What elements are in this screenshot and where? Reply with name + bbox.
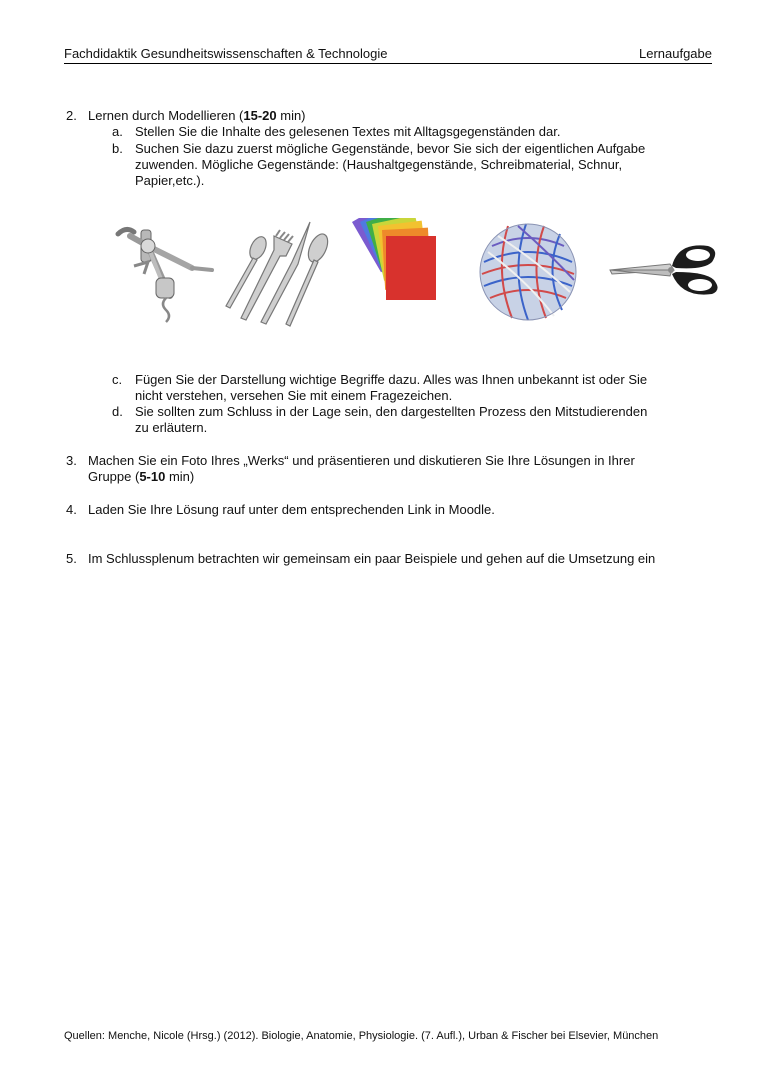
- yarn-ball-icon: [478, 222, 578, 322]
- header-course-title: Fachdidaktik Gesundheitswissenschaften & Technologie: [64, 46, 388, 61]
- corkscrew-icon: [108, 222, 220, 326]
- footer-source: Quellen: Menche, Nicole (Hrsg.) (2012). Biologie, Anatomie, Physiologie. (7. Aufl.), Urban & Fischer bei Elsevier, München: [64, 1030, 659, 1042]
- task2c-line2: nicht verstehen, versehen Sie mit einem Fragezeichen.: [135, 388, 453, 403]
- task2c-line1: Fügen Sie der Darstellung wichtige Begriffe dazu. Alles was Ihnen unbekannt ist oder Sie: [135, 372, 648, 387]
- task2-time: 15-20: [243, 108, 277, 123]
- task5-text: Im Schlussplenum betrachten wir gemeinsam ein paar Beispiele und gehen auf die Umsetzung ein: [88, 551, 656, 566]
- task2b-line3: Papier,etc.).: [135, 173, 205, 188]
- scissors-icon: [608, 240, 720, 300]
- task3-line2: [88, 469, 194, 485]
- task3-line2-prefix: Gruppe (: [88, 469, 140, 484]
- task2a-text: Stellen Sie die Inhalte des gelesenen Textes mit Alltagsgegenständen dar.: [135, 124, 561, 139]
- colored-paper-icon: [336, 218, 442, 306]
- task4-text: Laden Sie Ihre Lösung rauf unter dem entsprechenden Link in Moodle.: [88, 502, 495, 517]
- task2b-label: b.: [112, 141, 123, 156]
- cutlery-icon: [222, 220, 330, 328]
- task5-number: 5.: [66, 551, 77, 566]
- task2-title-prefix: Lernen durch Modellieren (: [88, 108, 244, 123]
- task3-time: 5-10: [139, 469, 166, 484]
- task2c-label: c.: [112, 372, 123, 387]
- task3-number: 3.: [66, 453, 77, 468]
- task2b-line2: zuwenden. Mögliche Gegenstände: (Haushaltgegenstände, Schreibmaterial, Schnur,: [135, 157, 623, 172]
- task2-number: 2.: [66, 108, 77, 123]
- task2b-line1: Suchen Sie dazu zuerst mögliche Gegenstände, bevor Sie sich der eigentlichen Aufgabe: [135, 141, 646, 156]
- task4-number: 4.: [66, 502, 77, 517]
- header-doc-type: Lernaufgabe: [638, 46, 712, 61]
- task2-title: [88, 108, 306, 124]
- task3-line2-suffix: min): [165, 469, 195, 484]
- task2a-label: a.: [112, 124, 123, 139]
- task2d-line2: zu erläutern.: [135, 420, 208, 435]
- task2d-line1: Sie sollten zum Schluss in der Lage sein, den dargestellten Prozess den Mitstudierenden: [135, 404, 648, 419]
- task2d-label: d.: [112, 404, 123, 419]
- page-header: [64, 46, 712, 64]
- task2-title-suffix: min): [276, 108, 306, 123]
- task3-line1: Machen Sie ein Foto Ihres „Werks“ und präsentieren und diskutieren Sie Ihre Lösungen in Ihrer: [88, 453, 635, 468]
